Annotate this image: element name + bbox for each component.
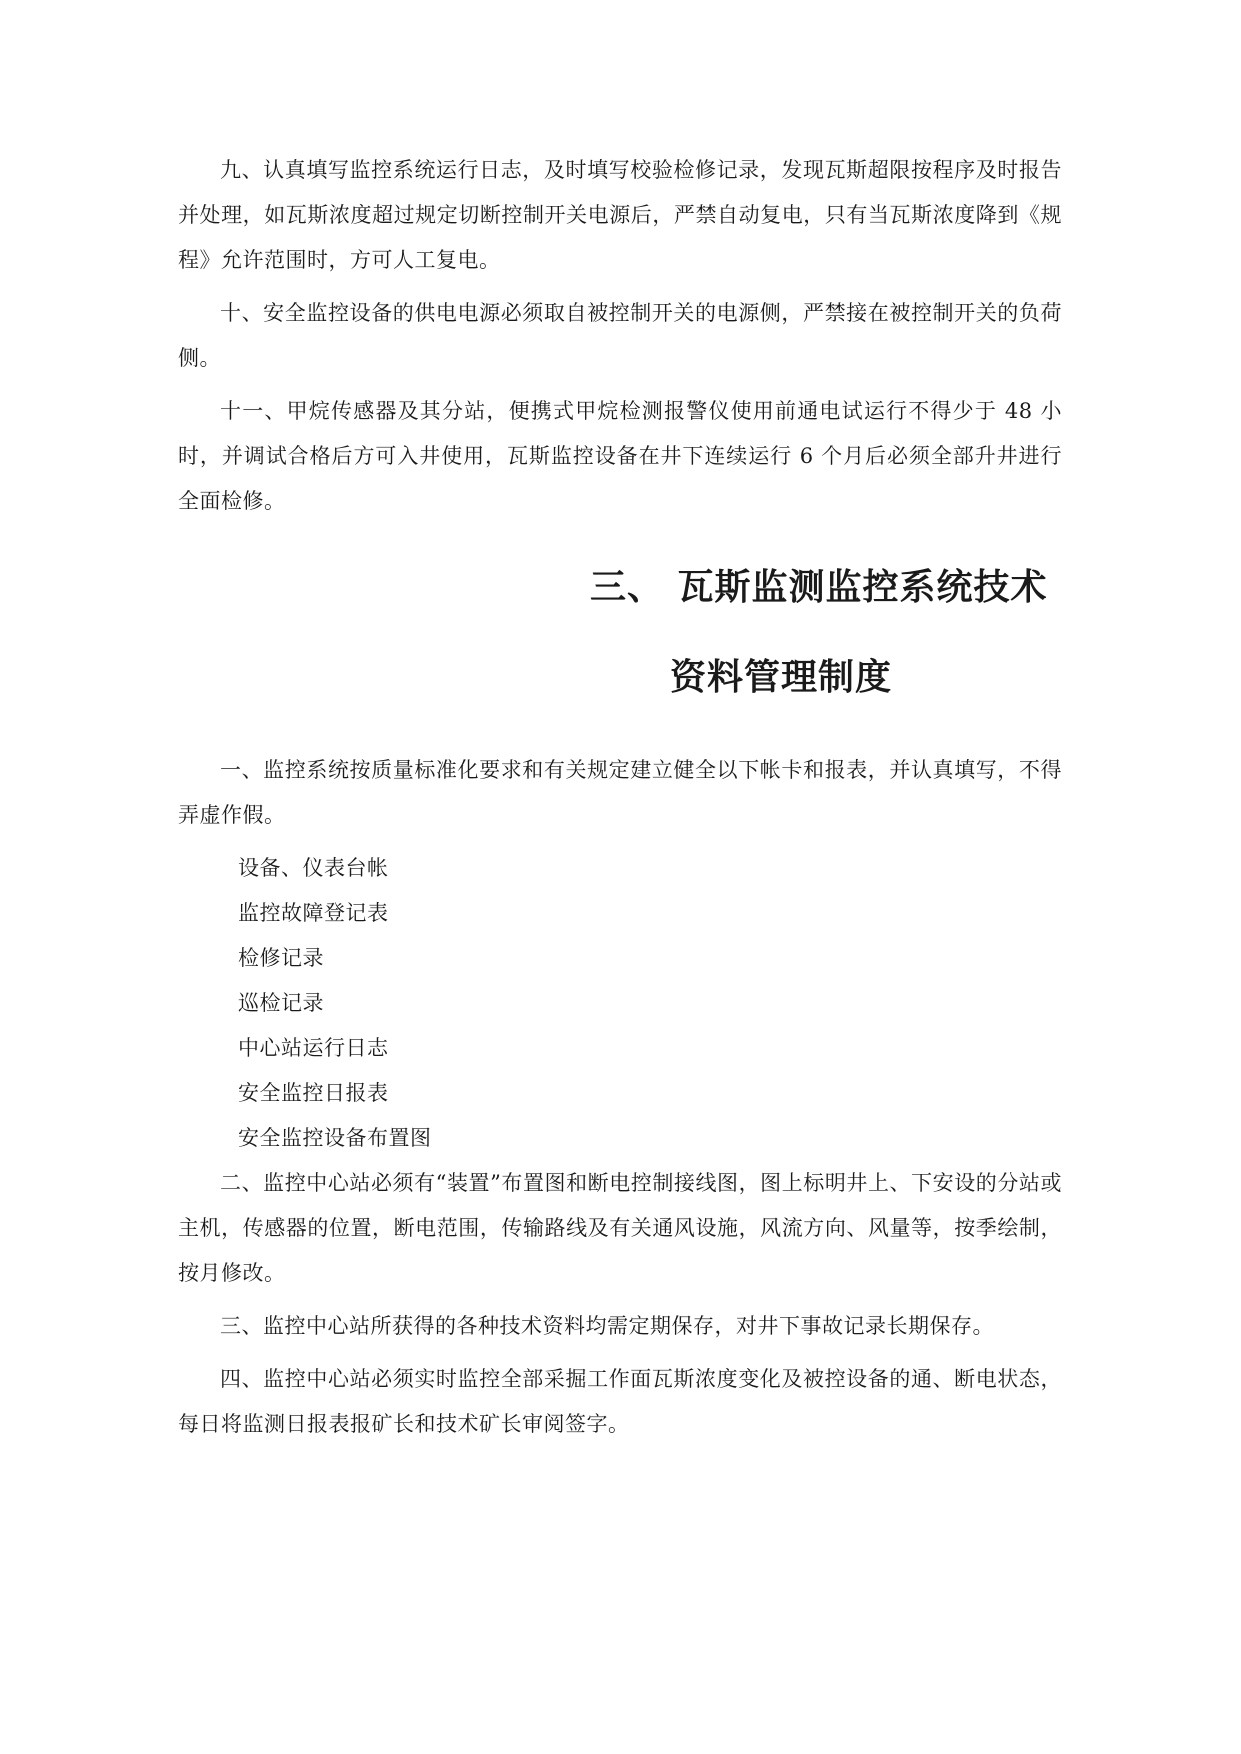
paragraph-eleven: 十一、甲烷传感器及其分站，便携式甲烷检测报警仪使用前通电试运行不得少于 48 小时，并调试合格后方可入井使用，瓦斯监控设备在井下连续运行 6 个月后必须全部升井进行全面检修。 <box>178 399 1062 513</box>
list-item: 中心站运行日志 <box>238 1036 389 1060</box>
section-body <box>178 748 1062 1455</box>
section-paragraph-one: 一、监控系统按质量标准化要求和有关规定建立健全以下帐卡和报表，并认真填写，不得弄虚作假。 <box>178 758 1062 827</box>
list-item: 监控故障登记表 <box>238 901 389 925</box>
list-item: 检修记录 <box>238 946 324 970</box>
top-paragraphs <box>178 148 1062 532</box>
section-title-line-2: 资料管理制度 <box>670 657 893 698</box>
list-item: 安全监控设备布置图 <box>238 1126 432 1150</box>
list-item: 安全监控日报表 <box>238 1081 389 1105</box>
list-item: 巡检记录 <box>238 991 324 1015</box>
paragraph-ten: 十、安全监控设备的供电电源必须取自被控制开关的电源侧，严禁接在被控制开关的负荷侧。 <box>178 301 1062 370</box>
section-paragraph-four: 四、监控中心站必须实时监控全部采掘工作面瓦斯浓度变化及被控设备的通、断电状态，每日将监测日报表报矿长和技术矿长审阅签字。 <box>178 1367 1062 1436</box>
list-item: 设备、仪表台帐 <box>238 856 389 880</box>
section-paragraph-two: 二、监控中心站必须有“装置”布置图和断电控制接线图，图上标明井上、下安设的分站或主机，传感器的位置，断电范围，传输路线及有关通风设施，风流方向、风量等，按季绘制，按月修改。 <box>178 1171 1062 1285</box>
paragraph-nine: 九、认真填写监控系统运行日志，及时填写校验检修记录，发现瓦斯超限按程序及时报告并处理，如瓦斯浓度超过规定切断控制开关电源后，严禁自动复电，只有当瓦斯浓度降到《规程》允许范围时，方可人工复电。 <box>178 158 1062 272</box>
section-title-line-1: 三、 瓦斯监测监控系统技术 <box>590 567 1048 608</box>
section-paragraph-three: 三、监控中心站所获得的各种技术资料均需定期保存，对井下事故记录长期保存。 <box>220 1314 994 1338</box>
records-list <box>178 846 1062 1161</box>
